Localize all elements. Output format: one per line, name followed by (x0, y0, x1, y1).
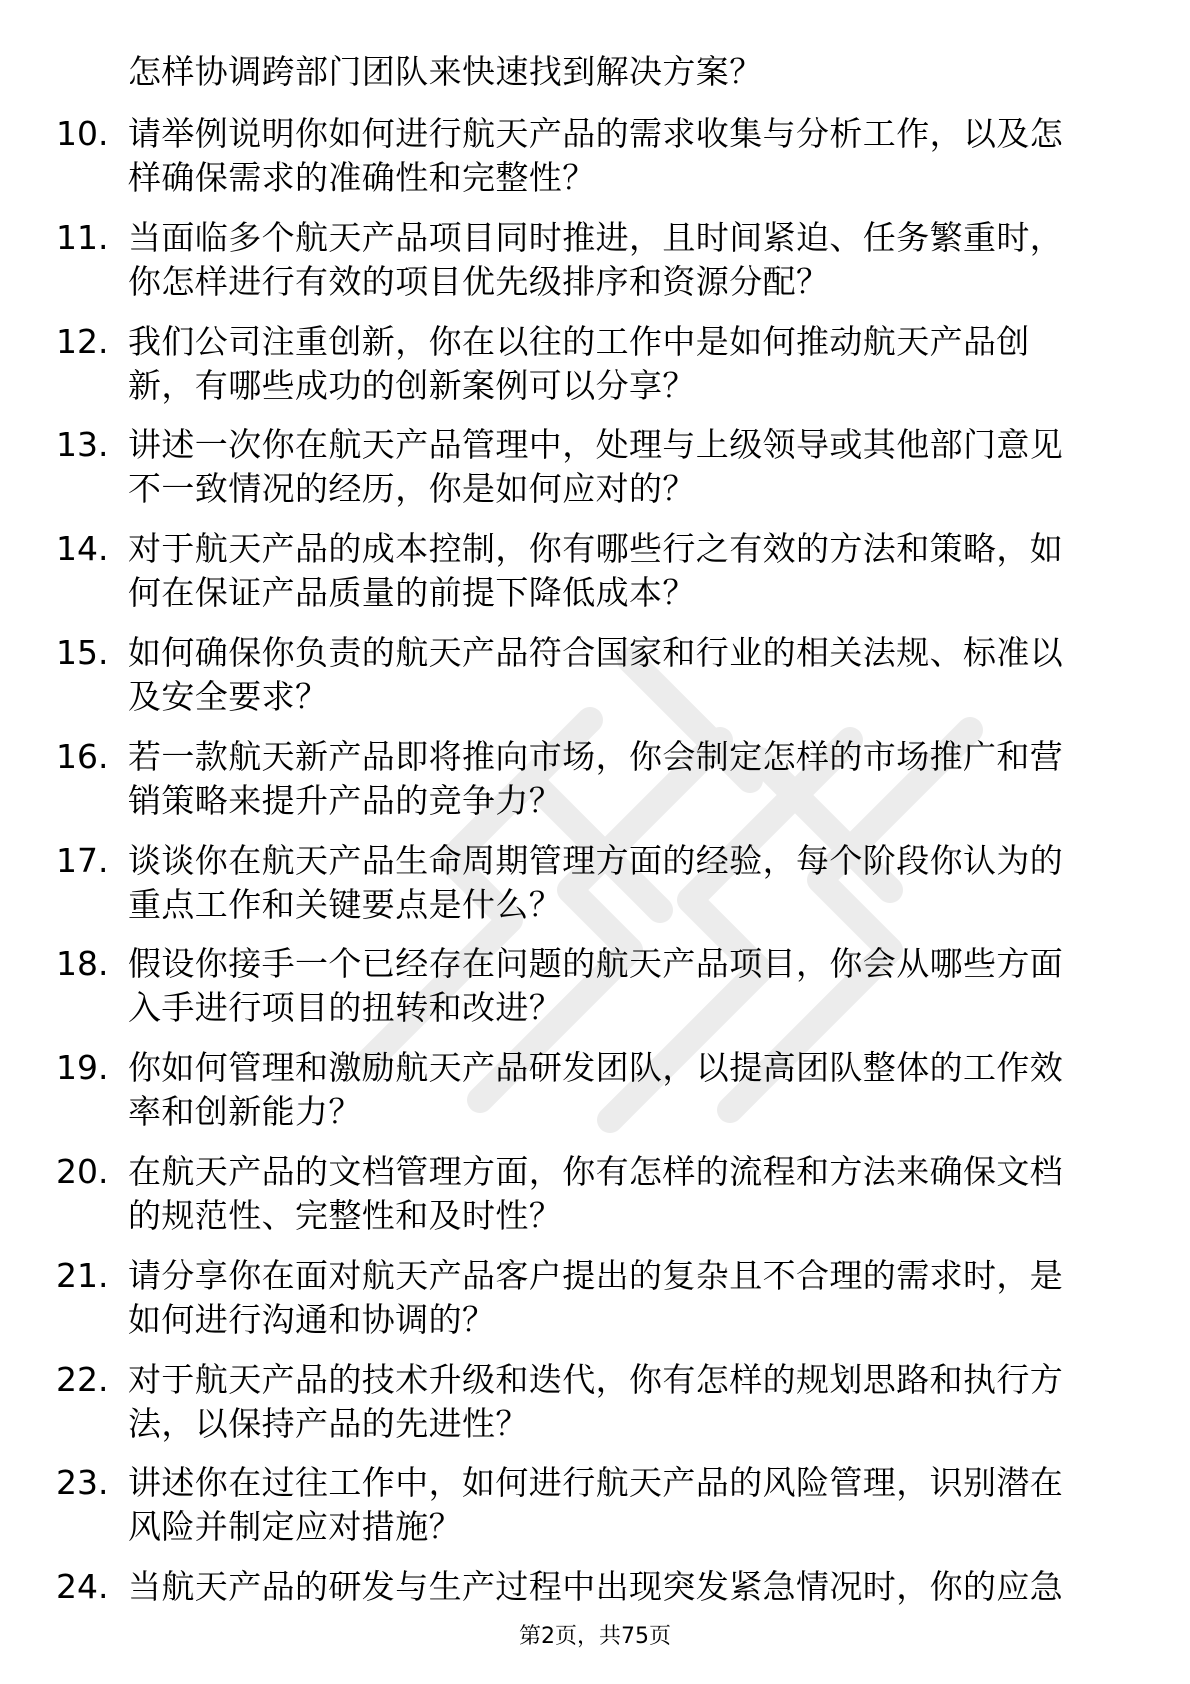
question-text (128, 1358, 1118, 1446)
question-line: 谈谈你在航天产品生命周期管理方面的经验，每个阶段你认为的 (128, 840, 1064, 880)
question-item (0, 1358, 1190, 1446)
question-text (128, 423, 1118, 511)
question-line: 我们公司注重创新，你在以往的工作中是如何推动航天产品创 (128, 321, 1030, 361)
question-text (128, 631, 1118, 719)
question-text (128, 1254, 1118, 1342)
question-line: 请分享你在面对航天产品客户提出的复杂且不合理的需求时，是 (128, 1255, 1064, 1295)
question-text (128, 527, 1118, 615)
question-list (0, 112, 1190, 1669)
question-text (128, 942, 1118, 1030)
question-line: 样确保需求的准确性和完整性？ (128, 158, 596, 197)
question-line: 如何确保你负责的航天产品符合国家和行业的相关法规、标准以 (128, 632, 1064, 672)
question-item (0, 527, 1190, 615)
question-line: 若一款航天新产品即将推向市场，你会制定怎样的市场推广和营 (128, 736, 1064, 776)
question-line: 率和创新能力？ (128, 1092, 362, 1132)
question-line: 重点工作和关键要点是什么？ (128, 884, 563, 924)
question-line: 的规范性、完整性和及时性？ (128, 1195, 563, 1235)
question-number: 13. (56, 425, 109, 465)
question-item (0, 320, 1190, 408)
question-text (128, 1461, 1118, 1549)
question-number: 21. (56, 1255, 109, 1295)
question-line: 当航天产品的研发与生产过程中出现突发紧急情况时，你的应急 (128, 1567, 1064, 1607)
question-line: 当面临多个航天产品项目同时推进，且时间紧迫、任务繁重时， (128, 217, 1064, 257)
question-text (128, 216, 1118, 304)
question-text (128, 1046, 1118, 1134)
question-line: 假设你接手一个已经存在问题的航天产品项目，你会从哪些方面 (128, 944, 1064, 984)
question-item (0, 112, 1190, 200)
question-number: 17. (56, 840, 109, 880)
question-line: 讲述你在过往工作中，如何进行航天产品的风险管理，识别潜在 (128, 1463, 1064, 1503)
question-number: 10. (56, 114, 109, 153)
question-line: 对于航天产品的技术升级和迭代，你有怎样的规划思路和执行方 (128, 1359, 1064, 1399)
question-line: 你如何管理和激励航天产品研发团队，以提高团队整体的工作效 (128, 1048, 1064, 1088)
question-line: 你怎样进行有效的项目优先级排序和资源分配？ (128, 261, 830, 301)
question-number: 12. (56, 321, 109, 361)
question-item (0, 423, 1190, 511)
question-line: 及安全要求？ (128, 676, 329, 716)
question-line: 入手进行项目的扭转和改进？ (128, 988, 563, 1028)
question-line: 销策略来提升产品的竞争力？ (128, 780, 563, 820)
question-text (128, 1565, 1118, 1609)
question-line: 对于航天产品的成本控制，你有哪些行之有效的方法和策略，如 (128, 529, 1064, 569)
question-text (128, 839, 1118, 927)
question-number: 24. (56, 1567, 109, 1607)
question-item (0, 216, 1190, 304)
question-line: 不一致情况的经历，你是如何应对的？ (128, 469, 696, 509)
question-text (128, 112, 1118, 200)
question-line: 何在保证产品质量的前提下降低成本？ (128, 573, 696, 613)
question-line: 新，有哪些成功的创新案例可以分享？ (128, 365, 696, 405)
question-item (0, 1046, 1190, 1134)
question-number: 20. (56, 1151, 109, 1191)
question-text (128, 1150, 1118, 1238)
question-line: 在航天产品的文档管理方面，你有怎样的流程和方法来确保文档 (128, 1151, 1064, 1191)
question-line: 请举例说明你如何进行航天产品的需求收集与分析工作，以及怎 (128, 114, 1064, 153)
question-number: 23. (56, 1463, 109, 1503)
question-text (128, 735, 1118, 823)
question-item (0, 1254, 1190, 1342)
question-number: 16. (56, 736, 109, 776)
question-line: 风险并制定应对措施？ (128, 1507, 462, 1547)
question-line: 如何进行沟通和协调的？ (128, 1299, 496, 1339)
question-number: 14. (56, 529, 109, 569)
question-line: 法，以保持产品的先进性？ (128, 1403, 529, 1443)
question-item (0, 631, 1190, 719)
question-number: 11. (56, 217, 109, 257)
question-item (0, 1461, 1190, 1549)
question-item (0, 942, 1190, 1030)
question-item (0, 735, 1190, 823)
question-number: 15. (56, 632, 109, 672)
question-number: 22. (56, 1359, 109, 1399)
question-item (0, 1150, 1190, 1238)
question-text (128, 320, 1118, 408)
continuation-line: 怎样协调跨部门团队来快速找到解决方案？ (128, 52, 763, 91)
question-number: 19. (56, 1048, 109, 1088)
question-line: 讲述一次你在航天产品管理中，处理与上级领导或其他部门意见 (128, 425, 1064, 465)
question-item (0, 839, 1190, 927)
question-number: 18. (56, 944, 109, 984)
page-footer: 第2页，共75页 (519, 1624, 671, 1649)
